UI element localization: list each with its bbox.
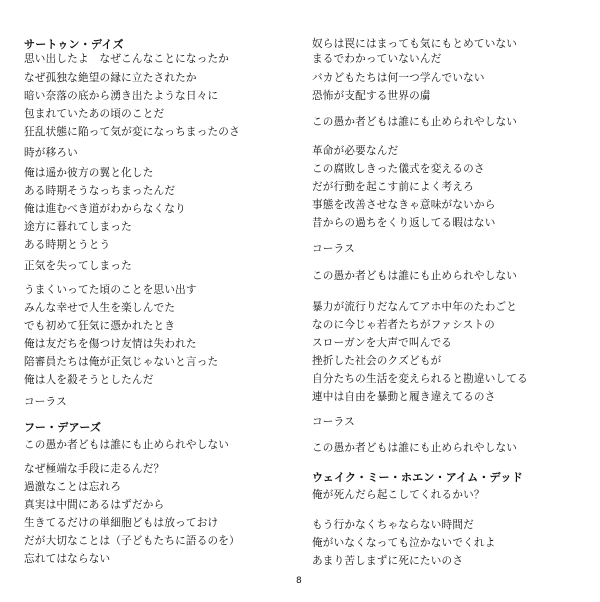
lyric-line: 忘れてはならない [24, 553, 111, 565]
lyric-line: うまくいってた頃のことを思い出す [24, 284, 197, 296]
lyric-line: 俺が死んだら起こしてくれるかい？ [312, 489, 485, 501]
lyric-line: バカどもたちは何一つ学んでいない [312, 72, 485, 84]
lyric-line: 俺は友だちを傷つけ友情は失われた [24, 338, 197, 350]
lyric-line: 挫折した社会のクズどもが [312, 355, 442, 367]
lyric-line: 事態を改善させなきゃ意味がないから [312, 199, 496, 211]
lyric-line: 真実は中間にあるはずだから [24, 499, 165, 511]
lyric-line: この愚か者どもは誰にも止められやしない [312, 116, 518, 128]
lyric-line: コーラス [24, 396, 67, 408]
page-number: 8 [296, 576, 302, 586]
lyric-line: だが行動を起こす前によく考えろ [312, 181, 474, 193]
lyric-line: 正気を失ってしまった [24, 260, 132, 272]
lyric-line: この愚か者どもは誰にも止められやしない [312, 270, 518, 282]
lyric-line: 時が移ろい [24, 147, 78, 159]
lyric-line: 俺は遥か彼方の翼と化した [24, 167, 154, 179]
lyric-line: この腐敗しきった儀式を変えるのさ [312, 163, 485, 175]
song-title: フー・デアーズ [24, 421, 102, 434]
song-title: サートゥン・デイズ [24, 38, 124, 51]
lyric-line: 生きてるだけの単細胞どもは放っておけ [24, 517, 219, 529]
lyric-line: 暗い奈落の底から湧き出たような日々に [24, 90, 219, 102]
lyric-line: コーラス [312, 243, 355, 255]
lyric-line: まるでわかっていないんだ [312, 53, 442, 65]
lyric-line: 奴らは罠にはまっても気にもとめていない [312, 38, 518, 50]
lyric-line: ある時期とうとう [24, 239, 111, 251]
lyric-line: 恐怖が支配する世界の虜 [312, 90, 431, 102]
lyric-line: なぜ極端な手段に走るんだ？ [24, 463, 165, 475]
lyric-line: この愚か者どもは誰にも止められやしない [24, 439, 230, 451]
lyric-line: なのに今じゃ若者たちがファシストの [312, 319, 495, 331]
lyric-line: 途方に暮れてしまった [24, 221, 132, 233]
lyric-line: コーラス [312, 416, 355, 428]
lyric-line: 連中は自由を暴動と履き違えてるのさ [312, 391, 496, 403]
lyric-line: スローガンを大声で叫んでる [312, 337, 453, 349]
lyric-line: みんな幸せで人生を楽しんでた [24, 302, 176, 314]
lyric-line: 昔からの過ちをくり返してる暇はない [312, 217, 496, 229]
lyric-line: だが大切なことは（子どもたちに語るのを） [24, 535, 240, 547]
lyric-line: もう行かなくちゃならない時間だ [312, 519, 474, 531]
lyric-line: 自分たちの生活を変えられると勘違いしてる [312, 373, 528, 385]
lyric-line: 狂乱状態に陥って気が変になっちまったのさ [24, 126, 240, 138]
lyric-line: 過激なことは忘れろ [24, 481, 122, 493]
lyric-line: 俺は進むべき道がわからなくなり [24, 203, 186, 215]
lyric-line: 思い出したよ なぜこんなことになったか [24, 53, 230, 65]
lyric-line: 俺がいなくなっても泣かないでくれよ [312, 537, 496, 549]
lyric-line: 革命が必要なんだ [312, 145, 399, 157]
lyric-line: この愚か者どもは誰にも止められやしない [312, 442, 518, 454]
lyric-line: なぜ孤独な絶望の縁に立たされたか [24, 72, 197, 84]
song-title: ウェイク・ミー・ホエン・アイム・デッド [312, 471, 523, 484]
lyric-line: ある時期そうなっちまったんだ [24, 185, 176, 197]
lyric-line: 陪審員たちは俺が正気じゃないと言った [24, 356, 219, 368]
lyric-line: 包まれていたあの頃のことだ [24, 108, 165, 120]
lyric-line: でも初めて狂気に憑かれたとき [24, 320, 176, 332]
lyric-line: あまり苦しまずに死にたいのさ [312, 555, 464, 567]
lyric-line: 俺は人を殺そうとしたんだ [24, 374, 154, 386]
lyric-line: 暴力が流行りだなんてアホ中年のたわごと [312, 301, 518, 313]
